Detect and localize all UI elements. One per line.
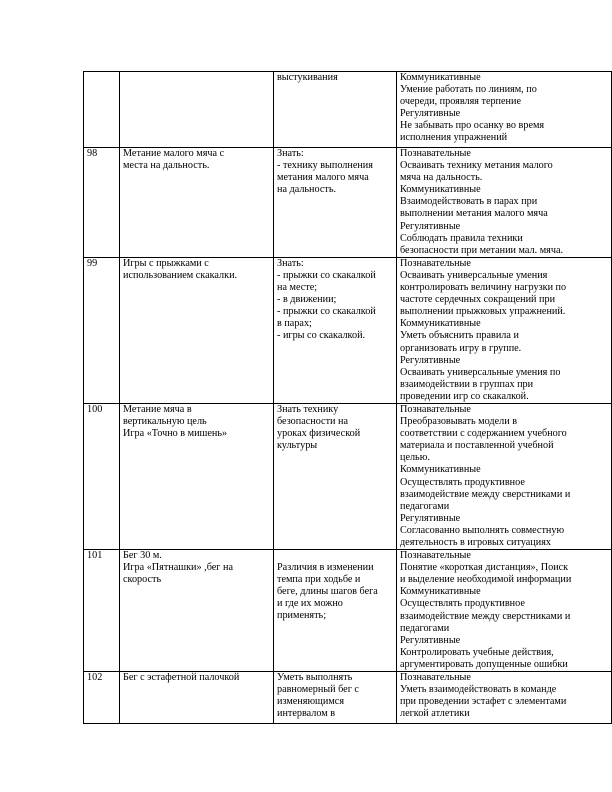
outcome-line: взаимодействие между сверстниками и [400,610,571,622]
outcome-line: Не забывать про осанку во время [400,120,545,132]
table-row [84,403,612,549]
outcome-line: выполнении метания малого мяча [400,208,548,220]
topic-line: Игра «Пятнашки» ,бег на [123,562,233,574]
outcome-line: деятельность в игровых ситуациях [400,537,551,548]
outcome-line: Согласованно выполнять совместную [400,524,565,536]
outcome-line: выполнении прыжковых упражнений. [400,306,566,318]
lesson-number: 102 [87,672,103,684]
learning-outcomes-cell [397,257,612,403]
lesson-topic-cell [120,257,274,403]
outcome-line: организовать игру в группе. [400,342,522,354]
outcome-category: Регулятивные [400,512,461,524]
outcome-line: при проведении эстафет с элементами [400,696,567,708]
learning-outcomes-cell [397,72,612,148]
outcome-line: мяча на дальность. [400,172,483,184]
knowledge-cell [274,72,397,148]
topic-line: Метание малого мяча с [123,148,225,159]
outcome-line: педагогами [400,622,450,634]
knowledge-line: Знать: [277,148,304,159]
lesson-number-cell [84,672,120,724]
outcome-line: аргументировать допущенные ошибки [400,658,568,670]
topic-line: Игра «Точно в мишень» [123,428,228,440]
lesson-number: 99 [87,257,98,269]
knowledge-line: применять; [277,610,327,622]
knowledge-line: и где их можно [277,598,343,610]
topic-line: Метание мяча в [123,403,192,415]
lesson-topic-cell [120,148,274,258]
outcome-line: Осуществлять продуктивное [400,476,525,488]
knowledge-cell [274,550,397,672]
knowledge-line: - в движении; [277,294,337,306]
outcome-category: Регулятивные [400,634,461,646]
topic-line: Игры с прыжками с [123,257,209,269]
learning-outcomes-cell [397,403,612,549]
outcome-line: взаимодействии в группах при [400,378,534,390]
outcome-line: Умение работать по линиям, по [400,84,537,96]
outcome-category: Регулятивные [400,220,461,232]
outcome-line: Преобразовывать модели в [400,416,518,428]
knowledge-line: культуры [277,440,318,452]
outcome-line: Осваивать универсальные умения по [400,366,561,378]
knowledge-line: метания малого мяча [277,172,369,184]
outcome-line: целью. [400,452,430,464]
topic-line: места на дальность. [123,160,210,172]
lesson-topic-cell [120,550,274,672]
knowledge-cell [274,403,397,549]
outcome-line: проведении игр со скакалкой. [400,390,529,402]
lesson-number-cell [84,257,120,403]
knowledge-line: Знать технику [277,403,339,415]
outcome-category: Регулятивные [400,108,461,120]
outcome-line: соответствии с содержанием учебного [400,428,567,440]
knowledge-line: - прыжки со скакалкой [277,269,376,281]
outcome-line: Осуществлять продуктивное [400,598,525,610]
outcome-line: исполнения упражнений [400,132,508,144]
outcome-line: Осваивать универсальные умения [400,269,548,281]
outcome-line: Контролировать учебные действия, [400,646,554,658]
learning-outcomes-cell [397,550,612,672]
topic-line: использованием скакалки. [123,269,238,281]
table-row [84,148,612,258]
outcome-line: педагогами [400,500,450,512]
outcome-category: Познавательные [400,148,471,159]
topic-line: Бег 30 м. [123,550,162,562]
lesson-topic-cell [120,72,274,148]
lesson-number: 100 [87,403,103,415]
knowledge-line: на дальность. [277,184,337,196]
knowledge-line: безопасности на [277,416,348,428]
outcome-category: Коммуникативные [400,184,481,196]
outcome-line: Уметь объяснить правила и [400,330,519,342]
outcome-line: частоте сердечных сокращений при [400,294,556,306]
outcome-category: Познавательные [400,403,471,415]
knowledge-line: изменяющимся [277,696,344,708]
topic-line: вертикальную цель [123,416,207,428]
knowledge-line: уроках физической [277,428,361,440]
outcome-line: Осваивать технику метания малого [400,160,553,172]
outcome-category: Познавательные [400,672,471,684]
outcome-line: Уметь взаимодействовать в команде [400,684,557,696]
lesson-number-cell [84,550,120,672]
outcome-line: Взаимодействовать в парах при [400,196,538,208]
lesson-number-cell [84,148,120,258]
outcome-category: Познавательные [400,550,471,562]
knowledge-line: - технику выполнения [277,160,373,172]
outcome-line: материала и поставленной учебной [400,440,554,452]
knowledge-line: беге, длины шагов бега [277,586,378,598]
table-row [84,672,612,724]
knowledge-line: выстукивания [277,72,338,83]
knowledge-line: - прыжки со скакалкой [277,306,376,318]
outcome-line: Понятие «короткая дистанция», Поиск [400,562,569,574]
outcome-line: и выделение необходимой информации [400,574,572,586]
outcome-line: Соблюдать правила техники [400,232,523,244]
lesson-number: 101 [87,550,103,562]
knowledge-cell [274,148,397,258]
knowledge-cell [274,672,397,724]
outcome-category: Коммуникативные [400,464,481,476]
table-body [84,72,612,724]
outcome-category: Познавательные [400,257,471,269]
outcome-line: контролировать величину нагрузки по [400,282,567,294]
topic-line: скорость [123,574,162,586]
outcome-line: безопасности при метании мал. мяча. [400,244,564,256]
topic-line: Бег с эстафетной палочкой [123,672,240,684]
learning-outcomes-cell [397,672,612,724]
lesson-topic-cell [120,403,274,549]
knowledge-line: Уметь выполнять [277,672,353,684]
knowledge-line: в парах; [277,318,312,330]
table-row [84,72,612,148]
knowledge-line: Различия в изменении [277,562,374,574]
knowledge-line: темпа при ходьбе и [277,574,361,586]
knowledge-line: на месте; [277,282,318,294]
knowledge-line: - игры со скакалкой. [277,330,366,342]
table-row [84,550,612,672]
lesson-topic-cell [120,672,274,724]
learning-outcomes-cell [397,148,612,258]
table-row [84,257,612,403]
outcome-category: Коммуникативные [400,586,481,598]
outcome-category: Коммуникативные [400,318,481,330]
knowledge-line: интервалом в [277,708,336,720]
knowledge-cell [274,257,397,403]
lesson-number-cell [84,72,120,148]
outcome-line: очереди, проявляя терпение [400,96,521,108]
knowledge-line: Знать: [277,257,304,269]
lesson-plan-table [83,71,612,724]
lesson-number: 98 [87,148,98,159]
lesson-number-cell [84,403,120,549]
knowledge-line: равномерный бег с [277,684,359,696]
outcome-line: взаимодействие между сверстниками и [400,488,571,500]
outcome-category: Коммуникативные [400,72,481,83]
outcome-line: легкой атлетики [400,708,470,720]
outcome-category: Регулятивные [400,354,461,366]
